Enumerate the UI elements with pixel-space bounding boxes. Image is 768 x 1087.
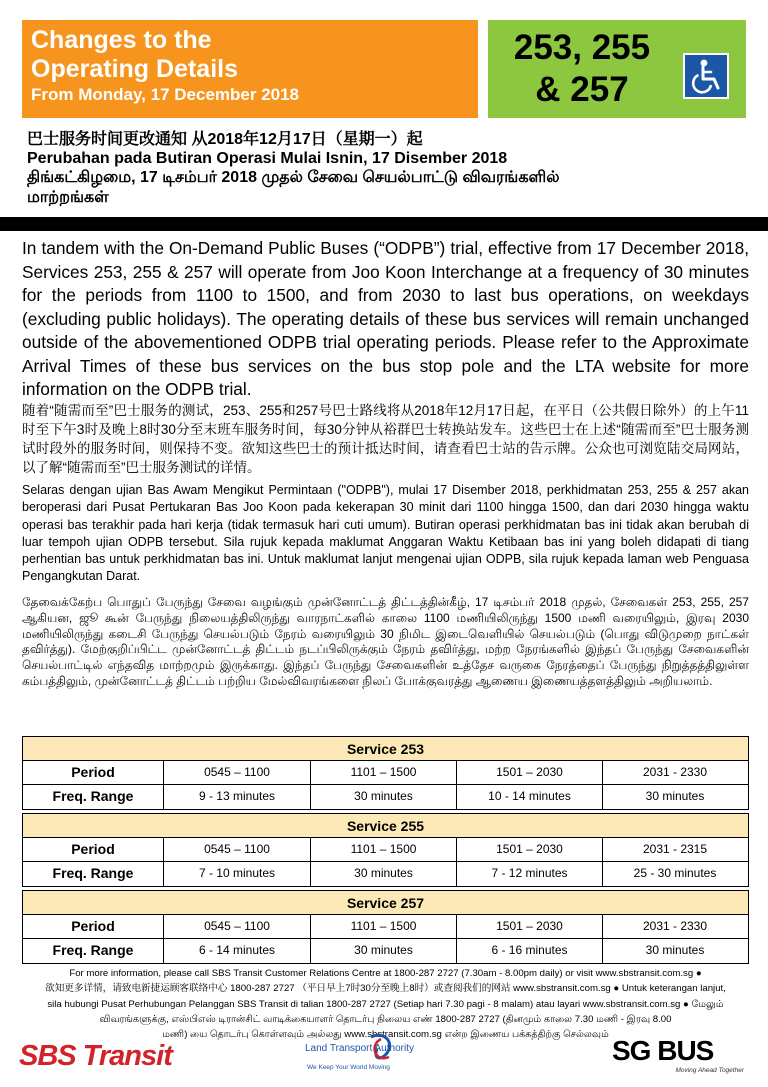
header-title-line2: Operating Details xyxy=(31,55,238,83)
table-row-period xyxy=(23,761,748,785)
table-row-period xyxy=(23,838,748,862)
wheelchair-icon xyxy=(683,53,729,99)
period-label: Period xyxy=(23,915,164,938)
freq-cell: 7 - 12 minutes xyxy=(457,862,603,886)
period-cell: 1501 – 2030 xyxy=(457,915,603,938)
header-date-line: From Monday, 17 December 2018 xyxy=(31,85,300,104)
table-row-frequency xyxy=(23,785,748,809)
freq-label: Freq. Range xyxy=(23,785,164,809)
subtitle-tamil-line2: மாற்றங்கள் xyxy=(27,189,109,206)
subtitle-chinese: 巴士服务时间更改通知 从2018年12月17日（星期一）起 xyxy=(27,131,423,148)
service-table-title: Service 255 xyxy=(23,814,748,838)
freq-cell: 30 minutes xyxy=(645,789,705,803)
freq-cell: 30 minutes xyxy=(311,939,457,963)
service-table-title: Service 253 xyxy=(23,737,748,761)
sbs-transit-wordmark: SBS Transit xyxy=(19,1040,172,1072)
footer-line-tamil-2: மணி) யை தொடர்பு கொள்ளவும் அல்லது www.sbstransit.com.sg என்ற இணைய பக்கத்திற்கு செல்லவும் xyxy=(162,1029,609,1041)
service-255-table xyxy=(22,813,749,887)
sg-bus-logo xyxy=(612,1034,752,1078)
table-row-period xyxy=(23,915,748,939)
period-cell: 2031 - 2330 xyxy=(642,919,708,933)
footer-line-chinese: 欲知更多详情，请致电新捷运顾客联络中心 1800-287 2727 （平日早上7时30分至晚上8时）或查阅我们的网站 www.sbstransit.com.sg ● Untuk keterangan lanjut, xyxy=(45,983,726,995)
subtitle-tamil-line1: திங்கட்கிழமை, 17 டிசம்பர் 2018 முதல் சேவை செயல்பாட்டு விவரங்களில் xyxy=(27,169,560,186)
paragraph-chinese: 随着“随需而至”巴士服务的测试，253、255和257号巴士路线将从2018年12月17日起，在平日（公共假日除外）的上午11时至下午3时及晚上8时30分至末班车服务时间，每30分钟从裕群巴士转换站发车。这些巴士在上述“随需而至”巴士服务测试时段外的服务时间，则保持不变。欲知这些巴士的预计抵达时间，请查看巴士站的告示牌。公众也可浏览陆交局网站，以了解“随需而至”巴士服务测试的详情。 xyxy=(22,403,749,475)
period-cell: 2031 - 2330 xyxy=(642,765,708,779)
freq-cell: 10 - 14 minutes xyxy=(457,785,603,809)
period-cell: 2031 - 2315 xyxy=(642,842,708,856)
period-cell: 1501 – 2030 xyxy=(457,761,603,784)
table-row-frequency xyxy=(23,939,748,963)
period-label: Period xyxy=(23,761,164,784)
section-divider xyxy=(0,217,768,231)
paragraph-malay: Selaras dengan ujian Bas Awam Mengikut Permintaan ("ODPB"), mulai 17 Disember 2018, perkhidmatan 253, 255 & 257 akan beroperasi dari Pusat Pertukaran Bas Joo Koon pada kekerapan 30 minit dari 1100 hingga 1500, dan dari 2030 hingga waktu operasi bas terakhir pada hari kerja (tidak termasuk hari cuti umum). Butiran operasi perkhidmatan bas ini tidak akan berubah di luar tempoh ujian ODPB tersebut. Sila rujuk kepada maklumat Anggaran Waktu Ketibaan bas ini yang boleh didapati di tiang perhentian bas untuk perkhidmatan bas ini. Untuk maklumat lanjut mengenai ujian ODPB, sila rujuk kepada laman web Penguasa Pengangkutan Darat. xyxy=(22,483,749,584)
freq-cell: 6 - 16 minutes xyxy=(457,939,603,963)
period-cell: 1101 – 1500 xyxy=(311,761,457,784)
subtitle-malay: Perubahan pada Butiran Operasi Mulai Isnin, 17 Disember 2018 xyxy=(27,150,508,167)
period-cell: 0545 – 1100 xyxy=(164,838,311,861)
contact-footer xyxy=(22,966,749,1042)
period-cell: 1101 – 1500 xyxy=(311,838,457,861)
service-253-table xyxy=(22,736,749,810)
sg-bus-wordmark: SG BUS xyxy=(612,1035,714,1066)
lta-logo xyxy=(303,1033,455,1078)
footer-line-malay: sila hubungi Pusat Perhubungan Pelanggan SBS Transit di talian 1800-287 2727 (Setiap hari 7.30 pagi - 8 malam) atau layari www.sbstransit.com.sg ● மேலும் xyxy=(47,998,724,1010)
period-label: Period xyxy=(23,838,164,861)
service-numbers-line2: & 257 xyxy=(535,70,629,109)
freq-cell: 6 - 14 minutes xyxy=(164,939,311,963)
freq-cell: 30 minutes xyxy=(311,862,457,886)
header-services-panel xyxy=(488,20,746,118)
service-numbers xyxy=(506,27,658,111)
freq-label: Freq. Range xyxy=(23,939,164,963)
freq-label: Freq. Range xyxy=(23,862,164,886)
freq-cell: 7 - 10 minutes xyxy=(164,862,311,886)
footer-line-english: For more information, please call SBS Transit Customer Relations Centre at 1800-287 2727 (7.30am - 8.00pm daily) or visit www.sbstransit.com.sg ● xyxy=(69,968,702,979)
service-table-title: Service 257 xyxy=(23,891,748,915)
freq-cell: 9 - 13 minutes xyxy=(164,785,311,809)
table-row-frequency xyxy=(23,862,748,886)
sbs-transit-logo xyxy=(19,1036,254,1076)
period-cell: 0545 – 1100 xyxy=(164,915,311,938)
lta-tagline: We Keep Your World Moving xyxy=(307,1064,390,1071)
period-cell: 0545 – 1100 xyxy=(164,761,311,784)
freq-cell: 25 - 30 minutes xyxy=(633,866,717,880)
footer-line-tamil: விவரங்களுக்கு, எஸ்பிஎஸ் டிரான்சிட் வாடிக்கையாளர் தொடர்பு நிலைய எண் 1800-287 2727 (தினமும் காலை 7.30 மணி - இரவு 8.00 xyxy=(99,1013,672,1025)
period-cell: 1101 – 1500 xyxy=(311,915,457,938)
multilingual-subtitles xyxy=(27,130,747,208)
lta-ribbon-icon xyxy=(303,1033,455,1078)
period-cell: 1501 – 2030 xyxy=(457,838,603,861)
paragraph-english: In tandem with the On-Demand Public Buses (“ODPB”) trial, effective from 17 December 2018, Services 253, 255 & 257 will operate from Joo Koon Interchange at a frequency of 30 minutes for the periods from 1100 to 1500, and from 2030 to last bus operations, on weekdays (excluding public holidays). The operating details of these bus services will remain unchanged outside of the abovementioned ODPB trial operating periods. Please refer to the Approximate Arrival Times of these bus services on the bus stop pole and the LTA website for more information on the ODPB trial. xyxy=(22,238,749,399)
header-title-panel xyxy=(22,20,478,118)
freq-cell: 30 minutes xyxy=(645,943,705,957)
paragraph-tamil: தேவைக்கேற்ப பொதுப் பேருந்து சேவை வழங்கும் முன்னோட்டத் திட்டத்தின்கீழ், 17 டிசம்பர் 2018 முதல், சேவைகள் 253, 255, 257 ஆகியன, ஜூ கூன் பேருந்து நிலையத்திலிருந்து வாரநாட்களில் காலை 1100 மணியிலிருந்து 1500 மணி வரையிலும், இரவு 2030 மணியிலிருந்து கடைசி பேருந்து செயல்படும் நேரம் வரையிலும் 30 நிமிட இடைவெளியில் செயல்படும் (பொது விடுமுறை நாட்கள் தவிர்த்து). மேற்குறிப்பிட்ட முன்னோட்டத் திட்டம் நடப்பிலிருக்கும் நேரம் தவிர்த்து, மற்ற நேரங்களில் இந்தப் பேருந்து சேவைகளின் செயல்பாட்டில் எந்தவித மாற்றமும் இருக்காது. இந்தப் பேருந்து சேவைகளின் உத்தேச வருகை நேரத்தைப் பேருந்து நிறுத்தத்திலுள்ள கம்பத்திலும், முன்னோட்டத் திட்டம் பற்றிய மேல்விவரங்களை நிலப் போக்குவரத்து ஆணைய இணையத்தளத்திலும் அறியலாம். xyxy=(22,595,749,688)
service-numbers-line1: 253, 255 xyxy=(513,28,651,67)
lta-name: Land Transport Authority xyxy=(305,1043,414,1054)
freq-cell: 30 minutes xyxy=(311,785,457,809)
service-257-table xyxy=(22,890,749,964)
sg-bus-tagline: Moving Ahead Together xyxy=(675,1067,744,1074)
header-title-line1: Changes to the xyxy=(31,26,212,54)
